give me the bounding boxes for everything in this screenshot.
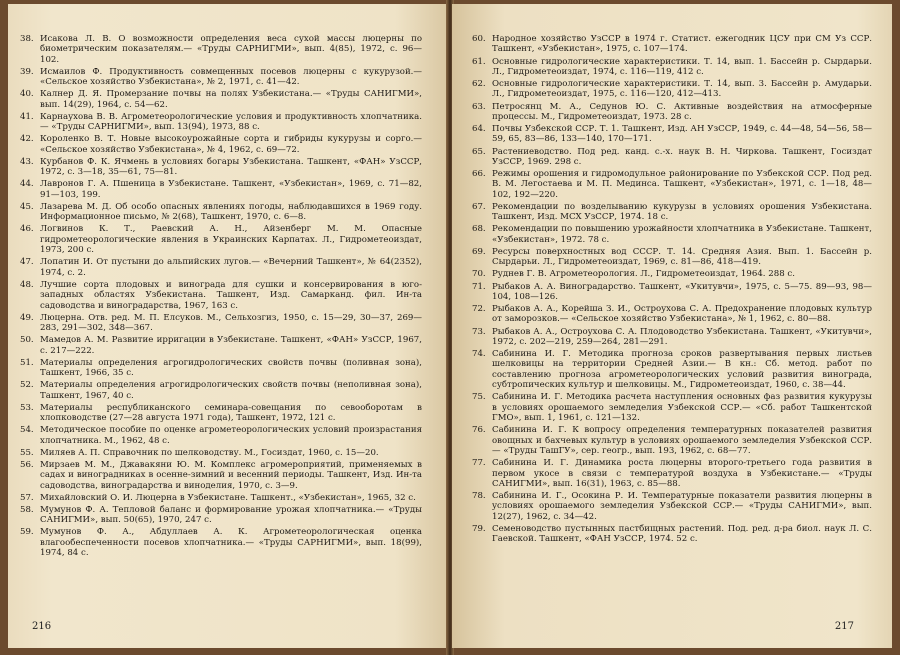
left-page-number: 216 <box>32 621 52 632</box>
entry-number: 74. <box>472 349 486 359</box>
entry-number: 51. <box>20 357 34 368</box>
entry-number: 72. <box>472 304 486 314</box>
entry-text: Исакова Л. В. О возможности определения веса сухой массы люцерны по биометрическим показателям.— «Труды САРНИГМИ», вып. 4(85), 1972, с. 96—102. <box>40 34 422 65</box>
bibliography-entry <box>20 527 422 558</box>
entry-number: 68. <box>472 224 486 235</box>
entry-text: Сабинина И. Г., Осокина Р. И. Температурные показатели развития люцерны в условиях орошаемого земледелия Узбекской ССР.— «Труды САНИГМИ», вып. 12(27), 1962, с. 34—42. <box>492 491 872 522</box>
entry-text: Рыбаков А. А., Корейша З. И., Остроухова С. А. Предохранение плодовых культур от заморозков.— «Сельское хозяйство Узбекистана», № 1, 1962, с. 80—88. <box>492 304 872 325</box>
entry-number: 65. <box>472 146 486 157</box>
entry-number: 47. <box>20 257 34 268</box>
bibliography-entry <box>20 157 422 178</box>
bibliography-entry <box>20 335 422 356</box>
bibliography-entry <box>472 491 872 522</box>
entry-text: Руднев Г. В. Агрометеорология. Л., Гидрометеоиздат, 1964. 288 с. <box>492 269 795 280</box>
bibliography-entry <box>20 34 422 65</box>
entry-text: Лопатин И. От пустыни до альпийских лугов.— «Вечерний Ташкент», № 64(2352), 1974, с. 2. <box>40 257 422 278</box>
bibliography-entry <box>20 224 422 255</box>
bibliography-entry <box>472 349 872 391</box>
entry-number: 49. <box>20 312 34 323</box>
entry-text: Семеноводство пустынных пастбищных растений. Под. ред. д-ра биол. наук Л. С. Гаевской. Ташкент, «ФАН УзССР, 1974. 52 с. <box>492 523 872 545</box>
entry-text: Лазарева М. Д. Об особо опасных явлениях погоды, наблюдавшихся в 1969 году. Информационное письмо, № 2(68), Ташкент, 1970, с. 6—8. <box>40 201 422 223</box>
entry-number: 78. <box>472 491 486 502</box>
entry-number: 41. <box>20 111 34 122</box>
entry-text: Карнаухова В. В. Агрометеорологические условия и продуктивность хлопчатника.— «Труды САРНИГМИ», вып. 13(94), 1973, 88 с. <box>40 111 422 133</box>
right-page <box>452 4 892 648</box>
entry-number: 75. <box>472 392 486 403</box>
entry-text: Курбанов Ф. К. Ячмень в условиях богары Узбекистана. Ташкент, «ФАН» УзССР, 1972, с. 3—18, 35—61, 75—81. <box>40 156 422 178</box>
entry-text: Сабинина И. Г. Методика расчета наступления основных фаз развития кукурузы в условиях орошаемого земледелия Узбекской ССР.— «Сб. работ Ташкентской ГМО», вып. 1, 1961, с. 121—132. <box>492 392 872 424</box>
entry-number: 70. <box>472 269 486 280</box>
bibliography-entry <box>472 147 872 168</box>
entry-text: Основные гидрологические характеристики. Т. 14, вып. 3. Бассейн р. Амударьи. Л., Гидрометеоиздат, 1975, с. 116—120, 412—413. <box>492 79 872 100</box>
bibliography-entry <box>472 34 872 55</box>
bibliography-entry <box>472 224 872 245</box>
bibliography-entry <box>472 102 872 123</box>
entry-number: 44. <box>20 179 34 190</box>
bibliography-entry <box>472 524 872 545</box>
entry-number: 77. <box>472 458 486 469</box>
entry-text: Рыбаков А. А. Виноградарство. Ташкент, «Укитувчи», 1975, с. 5—75. 89—93, 98—104, 108—126. <box>492 281 872 302</box>
bibliography-entry <box>20 67 422 88</box>
bibliography-entry <box>472 247 872 268</box>
entry-text: Материалы определения агрогидрологических свойств почвы (поливная зона), Ташкент, 1966, 35 с. <box>40 357 422 379</box>
bibliography-entry <box>20 505 422 526</box>
entry-number: 48. <box>20 279 34 290</box>
entry-text: Петросянц М. А., Седунов Ю. С. Активные воздействия на атмосферные процессы. М., Гидрометеоиздат, 1973. 28 с. <box>492 101 872 122</box>
entry-number: 63. <box>472 101 486 112</box>
entry-text: Материалы определения агрогидрологических свойств почвы (неполивная зона), Ташкент, 1967, 40 с. <box>40 380 422 401</box>
bibliography-entry <box>472 392 872 423</box>
entry-text: Рыбаков А. А., Остроухова С. А. Плодоводство Узбекистана. Ташкент, «Укитувчи», 1972, с. 202—219, 259—264, 281—291. <box>492 326 872 347</box>
entry-text: Михайловский О. И. Люцерна в Узбекистане. Ташкент., «Узбекистан», 1965, 32 с. <box>40 492 416 503</box>
entry-text: Логвинов К. Т., Раевский А. Н., Айзенберг М. М. Опасные гидрометеорологические явления в Украинских Карпатах. Л., Гидрометеоиздат, 1973, 200 с. <box>40 224 422 256</box>
entry-number: 69. <box>472 246 486 257</box>
entry-number: 50. <box>20 335 34 346</box>
entry-number: 73. <box>472 326 486 337</box>
bibliography-entry <box>20 179 422 200</box>
entry-text: Лавронов Г. А. Пшеница в Узбекистане. Ташкент, «Узбекистан», 1969, с. 71—82, 91—103, 199. <box>40 179 422 200</box>
entry-number: 76. <box>472 425 486 436</box>
right-page-number: 217 <box>834 621 854 632</box>
entry-number: 55. <box>20 447 34 458</box>
left-page <box>8 4 448 648</box>
entry-text: Мумунов Ф. А. Тепловой баланс и формирование урожая хлопчатника.— «Труды САНИГМИ», вып. 50(65), 1970, 247 с. <box>40 504 422 526</box>
entry-text: Почвы Узбекской ССР. Т. 1. Ташкент, Изд. АН УзССР, 1949, с. 44—48, 54—56, 58—59, 65, 83—86, 133—140, 170—171. <box>492 124 872 145</box>
bibliography-entry <box>472 202 872 223</box>
bibliography-entry <box>20 280 422 311</box>
bibliography-entry <box>472 425 872 456</box>
bibliography-entry <box>472 282 872 303</box>
entry-text: Лучшие сорта плодовых и винограда для сушки и консервирования в юго-западных областях Узбекистана. Ташкент, Изд. Самарканд. фил. Ин-та садоводства и виноградарства, 1967, 163 с. <box>40 279 422 311</box>
entry-text: Сабинина И. Г. Динамика роста люцерны второго-третьего года развития в первом укосе в связи с температурой воздуха в Узбекистане.— «Труды САНИГМИ», вып. 16(31), 1963, с. 85—88. <box>492 458 872 489</box>
bibliography-entry <box>472 57 872 78</box>
entry-text: Миляев А. П. Справочник по шелководству. М., Госиздат, 1960, с. 15—20. <box>40 447 379 458</box>
bibliography-entry <box>20 380 422 401</box>
bibliography-entry <box>20 257 422 278</box>
entry-text: Мирзаев М. М., Джавакяни Ю. М. Комплекс агромероприятий, применяемых в садах и виноградниках в осенне-зимний и весенний периоды. Ташкент, Изд. Ин-та садоводства, виноградарства и виноделия, 1970, с. 3—9. <box>40 459 422 491</box>
entry-number: 54. <box>20 425 34 436</box>
entry-number: 46. <box>20 224 34 235</box>
bibliography-entry <box>20 202 422 223</box>
entry-number: 52. <box>20 380 34 391</box>
entry-number: 57. <box>20 492 34 503</box>
right-bibliography-list <box>472 34 872 546</box>
bibliography-entry <box>20 112 422 133</box>
entry-number: 61. <box>472 56 486 67</box>
entry-number: 79. <box>472 523 486 534</box>
entry-text: Народное хозяйство УзССР в 1974 г. Статист. ежегодник ЦСУ при СМ Уз ССР. Ташкент, «Узбекистан», 1975, с. 107—174. <box>492 34 872 55</box>
entry-number: 38. <box>20 34 34 44</box>
bibliography-entry <box>20 358 422 379</box>
entry-text: Сабинина И. Г. К вопросу определения температурных показателей развития овощных и бахчевых культур в условиях орошаемого земледелия Узбекской ССР.— «Труды ТашГУ», сер. геогр., вып. 193, 1962, с. 68—77. <box>492 425 872 457</box>
entry-number: 60. <box>472 34 486 44</box>
entry-text: Режимы орошения и гидромодульное районирование по Узбекской ССР. Под ред. В. М. Легостаева и М. П. Мединса. Ташкент, «Узбекистан», 1971, с. 1—18, 48—102, 192—220. <box>492 169 872 200</box>
entry-text: Растениеводство. Под ред. канд. с.-х. наук В. Н. Чиркова. Ташкент, Госиздат УзССР, 1969. 298 с. <box>492 146 872 167</box>
bibliography-entry <box>20 403 422 424</box>
entry-text: Сабинина И. Г. Методика прогноза сроков развертывания первых листьев шелковицы на территории Средней Азии.— В кн.: Сб. метод. работ по составлению прогноза агрометеорологических условий развития винограда, субтропических культур и шелковицы. М., Гидрометеоиздат, 1960, с. 38—44. <box>492 349 872 391</box>
entry-text: Мамедов А. М. Развитие ирригации в Узбекистане. Ташкент, «ФАН» УзССР, 1967, с. 217—222. <box>40 335 422 356</box>
bibliography-entry <box>472 327 872 348</box>
bibliography-entry <box>20 134 422 155</box>
bibliography-entry <box>472 458 872 489</box>
entry-number: 42. <box>20 134 34 145</box>
left-bibliography-list <box>20 34 422 560</box>
entry-text: Калнер Д. Я. Промерзание почвы на полях Узбекистана.— «Труды САНИГМИ», вып. 14(29), 1964, с. 54—62. <box>40 89 422 110</box>
entry-text: Люцерна. Отв. ред. М. П. Елсуков. М., Сельхозгиз, 1950, с. 15—29, 30—37, 269—283, 291—302, 348—367. <box>40 312 422 334</box>
entry-number: 39. <box>20 66 34 77</box>
entry-number: 40. <box>20 89 34 100</box>
bibliography-entry <box>472 124 872 145</box>
entry-number: 64. <box>472 124 486 134</box>
entry-text: Основные гидрологические характеристики. Т. 14, вып. 1. Бассейн р. Сырдарьи. Л., Гидрометеоиздат, 1974, с. 116—119, 412 с. <box>492 56 872 77</box>
entry-text: Мумунов Ф. А., Абдуллаев А. К. Агрометеорологическая оценка влагообеспеченности посевов хлопчатника.— «Труды САРНИГМИ», вып. 18(99), 1974, 84 с. <box>40 527 422 559</box>
entry-number: 43. <box>20 156 34 167</box>
bibliography-entry <box>472 79 872 100</box>
bibliography-entry <box>472 169 872 200</box>
bibliography-entry <box>20 89 422 110</box>
entry-text: Материалы республиканского семинара-совещания по севооборотам в хлопководстве (27—28 августа 1971 года), Ташкент, 1972, 121 с. <box>40 402 422 424</box>
entry-text: Ресурсы поверхностных вод СССР. Т. 14. Средняя Азия. Вып. 1. Бассейн р. Сырдарьи. Л., Гидрометеоиздат, 1969, с. 81—86, 418—419. <box>492 246 872 268</box>
bibliography-entry <box>20 448 422 458</box>
entry-text: Исмаилов Ф. Продуктивность совмещенных посевов люцерны с кукурузой.— «Сельское хозяйство Узбекистана», № 2, 1971, с. 41—42. <box>40 66 422 88</box>
bibliography-entry <box>472 269 872 279</box>
entry-text: Методическое пособие по оценке агрометеорологических условий произрастания хлопчатника. М., 1962, 48 с. <box>40 425 422 446</box>
entry-text: Короленко В. Т. Новые высокоурожайные сорта и гибриды кукурузы и сорго.— «Сельское хозяйство Узбекистана», № 4, 1962, с. 69—72. <box>40 134 422 155</box>
entry-number: 66. <box>472 169 486 179</box>
entry-number: 53. <box>20 402 34 413</box>
entry-number: 56. <box>20 459 34 470</box>
entry-text: Рекомендации по возделыванию кукурузы в условиях орошения Узбекистана. Ташкент, Изд. МСХ УзССР, 1974. 18 с. <box>492 201 872 223</box>
entry-text: Рекомендации по повышению урожайности хлопчатника в Узбекистане. Ташкент, «Узбекистан», 1972. 78 с. <box>492 224 872 245</box>
entry-number: 45. <box>20 201 34 212</box>
bibliography-entry <box>20 313 422 334</box>
bibliography-entry <box>472 304 872 325</box>
bibliography-entry <box>20 493 422 503</box>
bibliography-entry <box>20 425 422 446</box>
entry-number: 62. <box>472 79 486 89</box>
entry-number: 71. <box>472 281 486 292</box>
entry-number: 67. <box>472 201 486 212</box>
entry-number: 59. <box>20 527 34 538</box>
entry-number: 58. <box>20 504 34 515</box>
bibliography-entry <box>20 460 422 491</box>
